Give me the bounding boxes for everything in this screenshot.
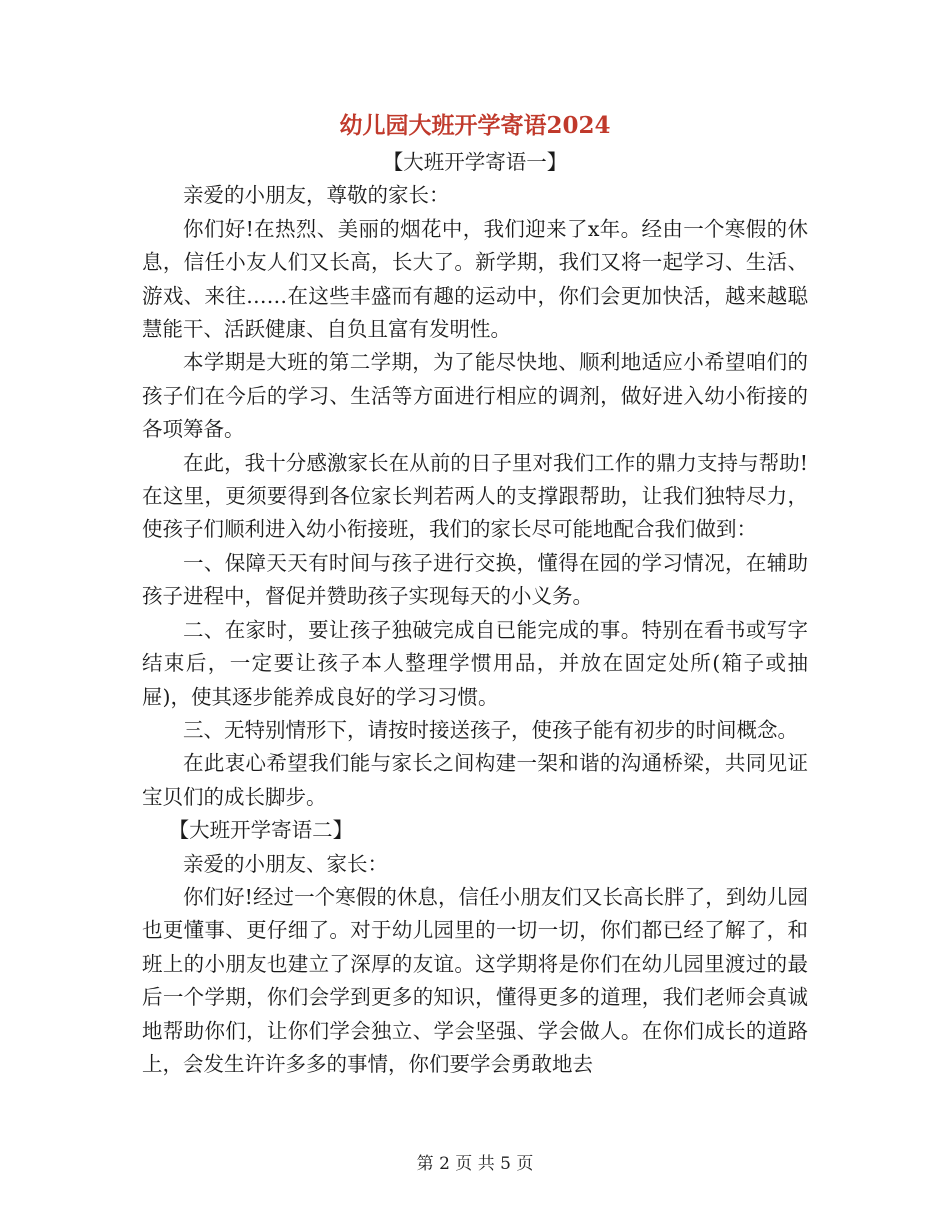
paragraph: 你们好!经过一个寒假的休息，信任小朋友们又长高长胖了，到幼儿园也更懂事、更仔细了。对于幼儿园里的一切一切，你们都已经了解了，和班上的小朋友也建立了深厚的友谊。这学期将是你们在幼儿园里渡过的最后一个学期，你们会学到更多的知识，懂得更多的道理，我们老师会真诚地帮助你们，让你们学会独立、学会坚强、学会做人。在你们成长的道路上，会发生许许多多的事情，你们要学会勇敢地去 — [142, 884, 808, 1076]
paragraph: 本学期是大班的第二学期，为了能尽快地、顺利地适应小希望咱们的孩子们在今后的学习、生活等方面进行相应的调剂，做好进入幼小衔接的各项筹备。 — [142, 350, 808, 442]
document-body — [142, 146, 808, 1081]
salutation-2: 亲爱的小朋友、家长： — [183, 851, 388, 876]
section-heading-2: 【大班开学寄语二】 — [168, 818, 354, 843]
salutation-1: 亲爱的小朋友，尊敬的家长： — [183, 183, 450, 208]
paragraph: 在此衷心希望我们能与家长之间构建一架和谐的沟通桥梁，共同见证宝贝们的成长脚步。 — [142, 751, 808, 809]
list-item: 三、无特别情形下，请按时接送孩子，使孩子能有初步的时间概念。 — [183, 717, 798, 742]
paragraph: 你们好!在热烈、美丽的烟花中，我们迎来了x年。经由一个寒假的休息，信任小友人们又长高，长大了。新学期，我们又将一起学习、生活、游戏、来往……在这些丰盛而有趣的运动中，你们会更加快活，越来越聪慧能干、活跃健康、自负且富有发明性。 — [142, 216, 808, 342]
paragraph: 在此，我十分感激家长在从前的日子里对我们工作的鼎力支持与帮助!在这里，更须要得到各位家长判若两人的支撑跟帮助，让我们独特尽力，使孩子们顺利进入幼小衔接班，我们的家长尽可能地配合我们做到： — [142, 450, 808, 542]
list-item: 二、在家时，要让孩子独破完成自已能完成的事。特别在看书或写字结束后，一定要让孩子本人整理学惯用品，并放在固定处所(箱子或抽屉)，使其逐步能养成良好的学习习惯。 — [142, 617, 808, 709]
document-title: 幼儿园大班开学寄语2024 — [339, 112, 611, 139]
list-item: 一、保障天天有时间与孩子进行交换，懂得在园的学习情况，在辅助孩子进程中，督促并赞助孩子实现每天的小义务。 — [142, 550, 808, 609]
page-number-footer: 第 2 页 共 5 页 — [416, 1154, 534, 1174]
section-heading-1: 【大班开学寄语一】 — [382, 150, 568, 174]
